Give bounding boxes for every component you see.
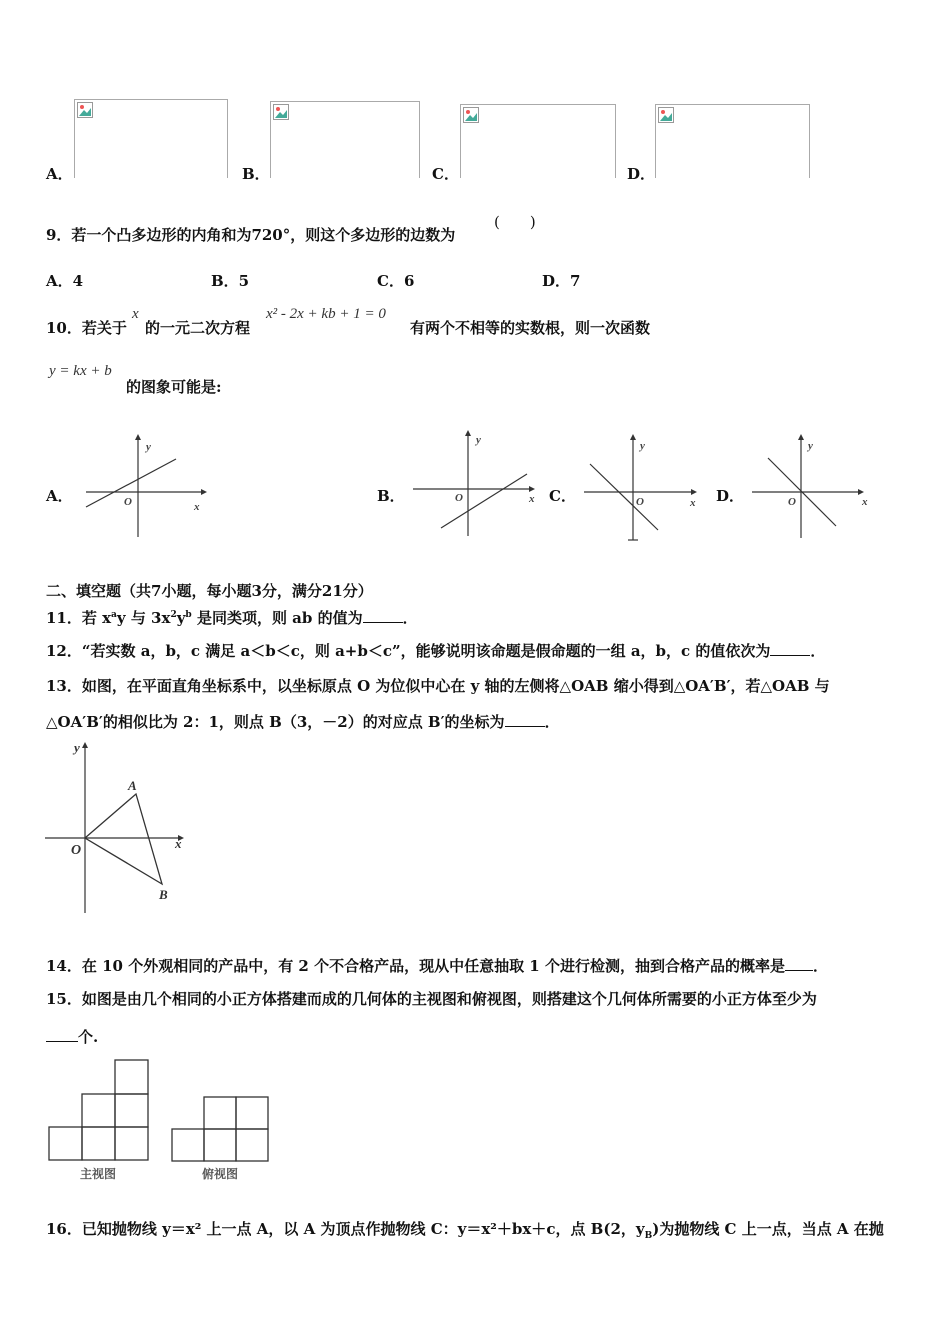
- q8-option-c: C．: [432, 165, 459, 183]
- top-view-cell: [204, 1097, 236, 1129]
- function-line: [590, 464, 658, 530]
- q11-sup-2: 2: [170, 610, 177, 620]
- q12-text: 12．“若实数 a，b，c 满足 a＜b＜c，则 a+b＜c”，能够说明该命题是假命题的一组 a，b，c 的值依次为: [46, 642, 771, 660]
- q10-option-b: B．: [377, 487, 405, 505]
- origin-label: O: [455, 492, 463, 504]
- q15-line2: [46, 1026, 98, 1047]
- q10-equation: x² - 2x + kb + 1 = 0: [266, 306, 386, 322]
- x-axis-arrow: [691, 489, 697, 495]
- q10-graph-b: [405, 428, 540, 540]
- broken-image-icon: [658, 107, 674, 123]
- q15-line2-end: 个.: [78, 1028, 99, 1046]
- q9-choice-a: A．4: [46, 272, 84, 290]
- q11-sup-b: b: [185, 610, 192, 620]
- q8-option-b-image: [270, 101, 420, 178]
- q13-line1: 13．如图，在平面直角坐标系中，以坐标原点 O 为位似中心在 y 轴的左侧将△OAB 缩小得到△OA′B′，若△OAB 与: [46, 677, 830, 695]
- q16-sub-b: B: [644, 1231, 653, 1241]
- front-view-cell: [49, 1127, 82, 1160]
- q13-answer-blank[interactable]: [505, 714, 545, 727]
- q11-part2: y 与 3x: [116, 609, 171, 627]
- q11-end: ．: [402, 609, 418, 627]
- q13-line2: [46, 711, 560, 732]
- q10-graph-d: [748, 432, 876, 544]
- q10-option-d: D．: [716, 487, 745, 505]
- q16-question: [46, 1218, 884, 1241]
- q10-function-suffix: 的图象可能是:: [126, 378, 222, 396]
- q14-text: 14．在 10 个外观相同的产品中，有 2 个不合格产品，现从中任意抽取 1 个进行检测，抽到合格产品的概率是: [46, 957, 785, 975]
- y-axis-arrow: [82, 742, 88, 748]
- top-view: [172, 1097, 268, 1181]
- q14-end: ．: [812, 957, 828, 975]
- top-view-label: 俯视图: [202, 1167, 239, 1181]
- q8-option-c-image: [460, 104, 616, 178]
- x-label: x: [529, 493, 535, 505]
- q10-option-c: C．: [549, 487, 576, 505]
- q15-line1: 15．如图是由几个相同的小正方体搭建而成的几何体的主视图和俯视图，则搭建这个几何体所需要的小正方体至少为: [46, 990, 817, 1008]
- q15-figure: [44, 1055, 284, 1185]
- q16-text: 16．已知抛物线 y＝x² 上一点 A，以 A 为顶点作抛物线 C：y＝x²＋bx＋c，点 B(2，y: [46, 1220, 645, 1238]
- q11-sup-a: a: [111, 610, 117, 620]
- y-axis-arrow: [798, 434, 804, 440]
- q11-part3: y: [176, 609, 186, 627]
- q9-question: 9．若一个凸多边形的内角和为720°，则这个多边形的边数为: [46, 226, 456, 244]
- front-view-cell: [115, 1094, 148, 1127]
- q11-answer-blank[interactable]: [363, 610, 403, 623]
- q9-choice-d: D．7: [542, 272, 581, 290]
- q14-answer-blank[interactable]: [785, 958, 813, 971]
- x-axis-arrow: [529, 486, 535, 492]
- q11-part4: 是同类项，则 ab 的值为: [191, 609, 363, 627]
- point-a-label: A: [128, 778, 137, 793]
- x-axis-arrow: [201, 489, 207, 495]
- front-view-cell: [82, 1094, 115, 1127]
- origin-label: O: [124, 496, 132, 508]
- x-axis-arrow: [858, 489, 864, 495]
- top-view-cell: [204, 1129, 236, 1161]
- broken-image-icon: [273, 104, 289, 120]
- top-view-cell: [236, 1097, 268, 1129]
- function-line: [441, 474, 527, 528]
- q10-function: y = kx + b: [49, 363, 112, 379]
- q10-mid: 的一元二次方程: [145, 319, 251, 337]
- q10-option-a: A．: [46, 487, 73, 505]
- x-label: x: [175, 836, 182, 851]
- top-view-cell: [236, 1129, 268, 1161]
- q8-option-b: B．: [242, 165, 270, 183]
- q10-var-x: x: [132, 306, 139, 322]
- q15-answer-blank[interactable]: [46, 1029, 78, 1042]
- front-view-label: 主视图: [80, 1167, 117, 1181]
- q8-option-a: A．: [46, 165, 73, 183]
- y-axis-arrow: [135, 434, 141, 440]
- origin-label: O: [71, 843, 82, 858]
- y-axis-arrow: [630, 434, 636, 440]
- top-view-cell: [172, 1129, 204, 1161]
- broken-image-icon: [463, 107, 479, 123]
- y-label: y: [808, 440, 813, 452]
- q12-question: [46, 640, 825, 661]
- q8-option-d: D．: [627, 165, 656, 183]
- q13-end: ．: [544, 713, 560, 731]
- q9-choice-b: B．5: [211, 272, 250, 290]
- q13-line2-text: △OA′B′的相似比为 2：1，则点 B（3，－2）的对应点 B′的坐标为: [46, 713, 505, 731]
- x-label: x: [690, 497, 696, 509]
- front-view-cell: [115, 1127, 148, 1160]
- q10-graph-c: [578, 432, 703, 544]
- point-b-label: B: [159, 887, 168, 902]
- q10-prefix: 10．若关于: [46, 319, 127, 337]
- y-label: y: [146, 441, 151, 453]
- origin-label: O: [788, 496, 796, 508]
- front-view-cell: [82, 1127, 115, 1160]
- x-label: x: [194, 501, 200, 513]
- q11-question: [46, 607, 418, 628]
- triangle-oab: [85, 794, 162, 884]
- y-label: y: [74, 740, 80, 755]
- q10-graph-a: [76, 432, 211, 542]
- section-2-title: 二、填空题（共7小题，每小题3分，满分21分）: [46, 582, 373, 600]
- q12-answer-blank[interactable]: [770, 643, 810, 656]
- q13-figure: [40, 738, 200, 918]
- q10-suffix: 有两个不相等的实数根，则一次函数: [410, 319, 651, 337]
- front-view: [49, 1060, 148, 1181]
- x-label: x: [862, 496, 868, 508]
- y-axis-arrow: [465, 430, 471, 436]
- q9-answer-paren: ( ): [494, 213, 536, 231]
- front-view-cell: [115, 1060, 148, 1094]
- origin-label: O: [636, 496, 644, 508]
- q9-choice-c: C．6: [377, 272, 415, 290]
- q12-end: ．: [810, 642, 826, 660]
- q11-part1: 11．若 x: [46, 609, 112, 627]
- broken-image-icon: [77, 102, 93, 118]
- q14-question: [46, 955, 828, 976]
- q8-option-d-image: [655, 104, 810, 178]
- y-label: y: [476, 434, 481, 446]
- q16-text2: )为抛物线 C 上一点，当点 A 在抛: [652, 1220, 884, 1238]
- q8-option-a-image: [74, 99, 228, 178]
- y-label: y: [640, 440, 645, 452]
